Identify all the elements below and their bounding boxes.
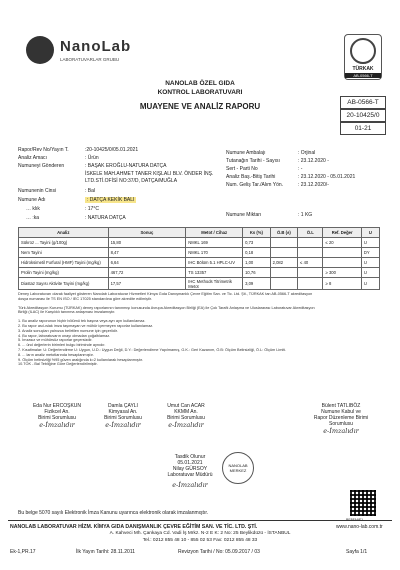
cell: ≤ 20 <box>323 238 361 248</box>
form-number: Ek-1,PR.17 <box>10 549 36 555</box>
footer-contact: Tel.: 0212 855 48 10 - 855 02 53 Fax: 0212 855 48 33 <box>142 538 258 543</box>
accreditation-box: AB-0566-T <box>340 96 386 109</box>
note: 3. Analiz sonuçları yalnızca belirtilen numune için geçerlidir. <box>18 328 118 333</box>
note: dosya numarası ile TS EN ISO / IEC 17025 standardına göre akredite edilmiştir. <box>18 296 152 301</box>
field-value: İSKELE MAH.AHMET TANER KIŞLALI BLV. ÖNDER İNŞ. <box>85 171 214 177</box>
revision-info: Revizyon Tarihi / No: 05.09.2017 / 03 <box>178 549 260 555</box>
field-key: Numuneyi Gönderen <box>18 163 65 169</box>
cell: U <box>361 238 379 248</box>
field-value: : - <box>298 166 303 172</box>
cell: ≥ 8 <box>323 278 361 290</box>
field-key: … klık <box>26 206 40 212</box>
field-value: : Ürün <box>85 155 99 161</box>
note: Deney Laboratuvarı olarak faaliyet gösteren Nanolab Laboratuvar Hizmetleri Kimya Gıda Danışmanlık Çevre Eğitim San. ve Tic. Ltd. Şti., TÜRKAK tan AB-0566-T akreditasyon <box>18 292 313 296</box>
field-key: Numune Ambalajı <box>226 150 266 156</box>
cell: 15,80 <box>108 238 186 248</box>
stamp-line: NANOLAB <box>228 463 248 468</box>
cell <box>298 248 323 258</box>
nanolab-logo-icon <box>26 36 54 64</box>
title-line2: KONTROL LABORATUVARI <box>157 89 243 96</box>
approval-block <box>150 454 230 489</box>
cell <box>270 248 298 258</box>
field-key: Rapor/Rev No/Yayın T. <box>18 147 69 153</box>
report-number-box: 20-10425/0 <box>340 109 386 122</box>
stamp-line: MERKEZ <box>229 468 247 473</box>
company-name: NanoLab <box>60 38 132 55</box>
field-key: Sert - Parti No <box>226 166 258 172</box>
field-key: Numunenin Cinsi <box>18 188 57 194</box>
results-table <box>18 227 380 290</box>
column-header: Ref. Değer <box>323 228 361 238</box>
signer-title: Rapor Düzenleme Birimi <box>313 415 369 421</box>
qr-code-icon <box>350 490 376 516</box>
signer-title: Kimyasal An. <box>108 409 138 415</box>
cell: DY <box>361 248 379 258</box>
signature-block <box>22 403 92 429</box>
page-number: Sayfa 1/1 <box>346 549 368 555</box>
signer-name: Eda Nur ERCOŞKUN <box>32 403 82 409</box>
field-key: Num. Geliş Tar./Alım Yön. <box>226 182 284 188</box>
column-header: Metot / Cihaz <box>186 228 243 238</box>
signer-name: Damla ÇAYLI <box>108 403 138 409</box>
field-value: : Orjinal <box>298 150 316 156</box>
cell: U <box>361 278 379 290</box>
cell: NMKL 169 <box>186 238 243 248</box>
report-title: MUAYENE VE ANALİZ RAPORU <box>139 102 261 111</box>
title-line1: NANOLAB ÖZEL GIDA <box>165 80 235 87</box>
cell: ≤ 40 <box>298 258 323 268</box>
field-value: : 23.12.2020/- <box>298 182 329 188</box>
approval-label: Tasdik Olunur <box>174 454 206 460</box>
note: 2. Bu rapor asıl-ıslak imza taşımayan ve mühür içermeyen raporlar kullanılamaz. <box>18 323 154 328</box>
note: 5. İmzasız ve mühürsüz raporlar geçersizdir. <box>18 338 93 343</box>
field-key: Analiz Amacı <box>18 155 47 161</box>
notes-section <box>18 292 382 367</box>
note: 1. Bu analiz raporunun hiçbir bölümü tek başına veya ayrı ayrı kullanılamaz. <box>18 319 146 324</box>
cell: 467,72 <box>108 268 186 278</box>
column-header: Sonuç <box>108 228 186 238</box>
cell: TS 13357 <box>186 268 243 278</box>
signer-title: KKMM An. <box>174 409 198 415</box>
cell <box>270 238 298 248</box>
cell: Hidroksimetil Furfural (HMF) Tayini (mg/kg) <box>19 258 109 268</box>
note: Birliği (ILAC) ile Karşılıklı tanınma anlaşması imzalamıştır. <box>18 310 116 315</box>
cell: U <box>361 258 379 268</box>
signer-name: Umut Can ACAR <box>167 403 205 409</box>
e-signature: e-İmzalıdır <box>168 421 204 429</box>
cell: IHC Methods Titrimetrik Metot <box>186 278 243 290</box>
column-header: Analiz <box>19 228 109 238</box>
signer-name: Bülent TATLIBÖZ <box>321 403 361 409</box>
approval-name: Nilay GÜRSOY <box>172 466 208 472</box>
footer-note: Bu belge 5070 sayılı Elektronik İmza Kanunu uyarınca elektronik olarak imzalanmıştır. <box>18 510 209 516</box>
e-signature: e-İmzalıdır <box>105 421 141 429</box>
field-key: Tutanağın Tarihi - Sayısı <box>226 158 280 164</box>
signer-title: Fizikcel An. <box>44 409 70 415</box>
field-value: :20-10425/0/05.01.2021 <box>85 147 139 153</box>
cell: 10,76 <box>243 268 271 278</box>
signer-title: Sorumlusu <box>329 421 353 427</box>
field-value: : 17°C <box>85 206 99 212</box>
turkak-label: TÜRKAK <box>352 66 374 72</box>
note: 7. Kısaltmalar: U: Değerlendirme U: Uygun, U.D.: Uygun Değil, D.Y.: Değerlendirme Yapılmamış, G.K.: Geri Kazanım, Ö.B: Ölçüm Belirsizliği, Ö.L: Ölçüm Limiti. <box>18 347 287 352</box>
footer-company: NANOLAB LABORATUVAR HİZM. KİMYA GIDA DANIŞMANLIK ÇEVRE EĞİTİM SAN. VE TİC. LTD. ŞTİ. <box>10 524 258 530</box>
field-key: Numune Miktarı <box>226 212 262 218</box>
cell <box>323 248 361 258</box>
footer-divider <box>8 520 392 521</box>
cell: Sükroz ... Tayini (g/100g) <box>19 238 109 248</box>
signer-title: Birimi Sorumlusu <box>167 415 205 421</box>
table-header-row <box>19 228 380 238</box>
note: 4. Bu rapor, laboratuvarın onayı olmadan çoğaltılamaz. <box>18 333 111 338</box>
sample-name-highlight: : DATÇA KEKİK BALI <box>87 197 135 203</box>
cell: 8,47 <box>108 248 186 258</box>
signature-block <box>300 403 382 435</box>
approval-date: 05.01.2021 <box>177 460 203 466</box>
field-key: Numune Adı <box>18 197 46 203</box>
field-value: : BAŞAK EROĞLU-NATURA DATÇA <box>85 163 167 169</box>
column-header: Ks (%) <box>243 228 271 238</box>
field-key: … :ka <box>26 215 40 221</box>
field-value: : NATURA DATÇA <box>85 215 126 221</box>
column-header: Ö.B (±) <box>270 228 298 238</box>
field-value: : 1 KG <box>298 212 313 218</box>
qr-code-label: BE8FA9E1 <box>346 518 364 522</box>
cell: ≥ 300 <box>323 268 361 278</box>
cell: Nem Tayini <box>19 248 109 258</box>
cell: NMKL 170 <box>186 248 243 258</box>
company-subtitle: LABORATUVARLAR GRUBU <box>60 57 120 62</box>
turkak-code: AB-0566-T <box>345 73 381 78</box>
signature-block <box>150 403 222 429</box>
cell <box>270 278 298 290</box>
table-row <box>19 268 380 278</box>
first-issue-date: İlk Yayın Tarihi: 28.11.2011 <box>76 549 136 555</box>
date-box: 01-21 <box>340 122 386 135</box>
note: 8. ... ların analiz metotlarında hesaplanmıştır. <box>18 352 94 357</box>
cell: U <box>361 268 379 278</box>
field-value: : 23.12.2020 - <box>298 158 329 164</box>
cell: Prolin Tayini (mg/kg) <box>19 268 109 278</box>
cell: 2,082 <box>270 258 298 268</box>
cell: 0,73 <box>243 238 271 248</box>
cell: Diastaz Sayısı Aktivite Tayini (mg/kg) <box>19 278 109 290</box>
table-row <box>19 238 380 248</box>
cell <box>298 238 323 248</box>
footer-address: A. Kahveci Mh. Çankaya Cd. Vadi İş Mrkz. N-2 E K: 2 No: 25 Beylikdüzü - İSTANBUL <box>109 531 291 536</box>
field-value: : 23.12.2020 - 05.01.2021 <box>298 174 356 180</box>
footer-website[interactable]: www.nano-lab.com.tr <box>336 524 383 530</box>
turkak-logo <box>344 34 382 80</box>
cell <box>270 268 298 278</box>
note: 9. Ölçüm belirsizliği %95 güven aralığında k=2 kullanılarak hesaplanmıştır. <box>18 357 144 362</box>
signer-title: Numune Kabul ve <box>321 409 361 415</box>
table-row <box>19 278 380 290</box>
cell <box>298 278 323 290</box>
field-key: Analiz Baş.-Bitiş Tarihi <box>226 174 276 180</box>
note: 6. ... ünd değerlerin birimleri bulgu biriminde aynıdır. <box>18 343 106 348</box>
signer-title: Birimi Sorumlusu <box>38 415 76 421</box>
approval-title: Laboratuvar Müdürü <box>167 472 213 478</box>
column-header: U <box>361 228 379 238</box>
cell: 3,09 <box>243 278 271 290</box>
e-signature: e-İmzalıdır <box>172 481 208 489</box>
cell: 1,00 <box>243 258 271 268</box>
signer-title: Birimi Sorumlusu <box>104 415 142 421</box>
cell <box>298 268 323 278</box>
field-value: : Bal <box>85 188 96 194</box>
e-signature: e-İmzalıdır <box>39 421 75 429</box>
cell <box>323 258 361 268</box>
signature-block <box>88 403 158 429</box>
company-stamp <box>222 452 254 484</box>
field-value: LTD.STİ.OFİSİ NO:37/D, DATÇA/MUĞLA <box>85 178 178 184</box>
cell: IHC Bölüm 5.1 HPLC-UV <box>186 258 243 268</box>
note: 10.TOK - Bal Tebliğine Göre Değerlendirilmiştir. <box>18 362 98 367</box>
table-row <box>19 258 380 268</box>
e-signature: e-İmzalıdır <box>323 427 359 435</box>
turkak-seal-icon <box>350 38 376 64</box>
table-row <box>19 248 380 258</box>
cell: 0,18 <box>243 248 271 258</box>
note: Türk Akreditasyon Kurumu (TÜRKAK) deney raporlarının tanınmışı konusunda Avrupa Akreditasyon Birliği (EA) ile Çok Taraflı Anlaşma ve Uluslararası Laboratuvar Akreditasyon <box>18 305 315 310</box>
cell: 17,57 <box>108 278 186 290</box>
cell: 6,64 <box>108 258 186 268</box>
column-header: Ö.L <box>298 228 323 238</box>
